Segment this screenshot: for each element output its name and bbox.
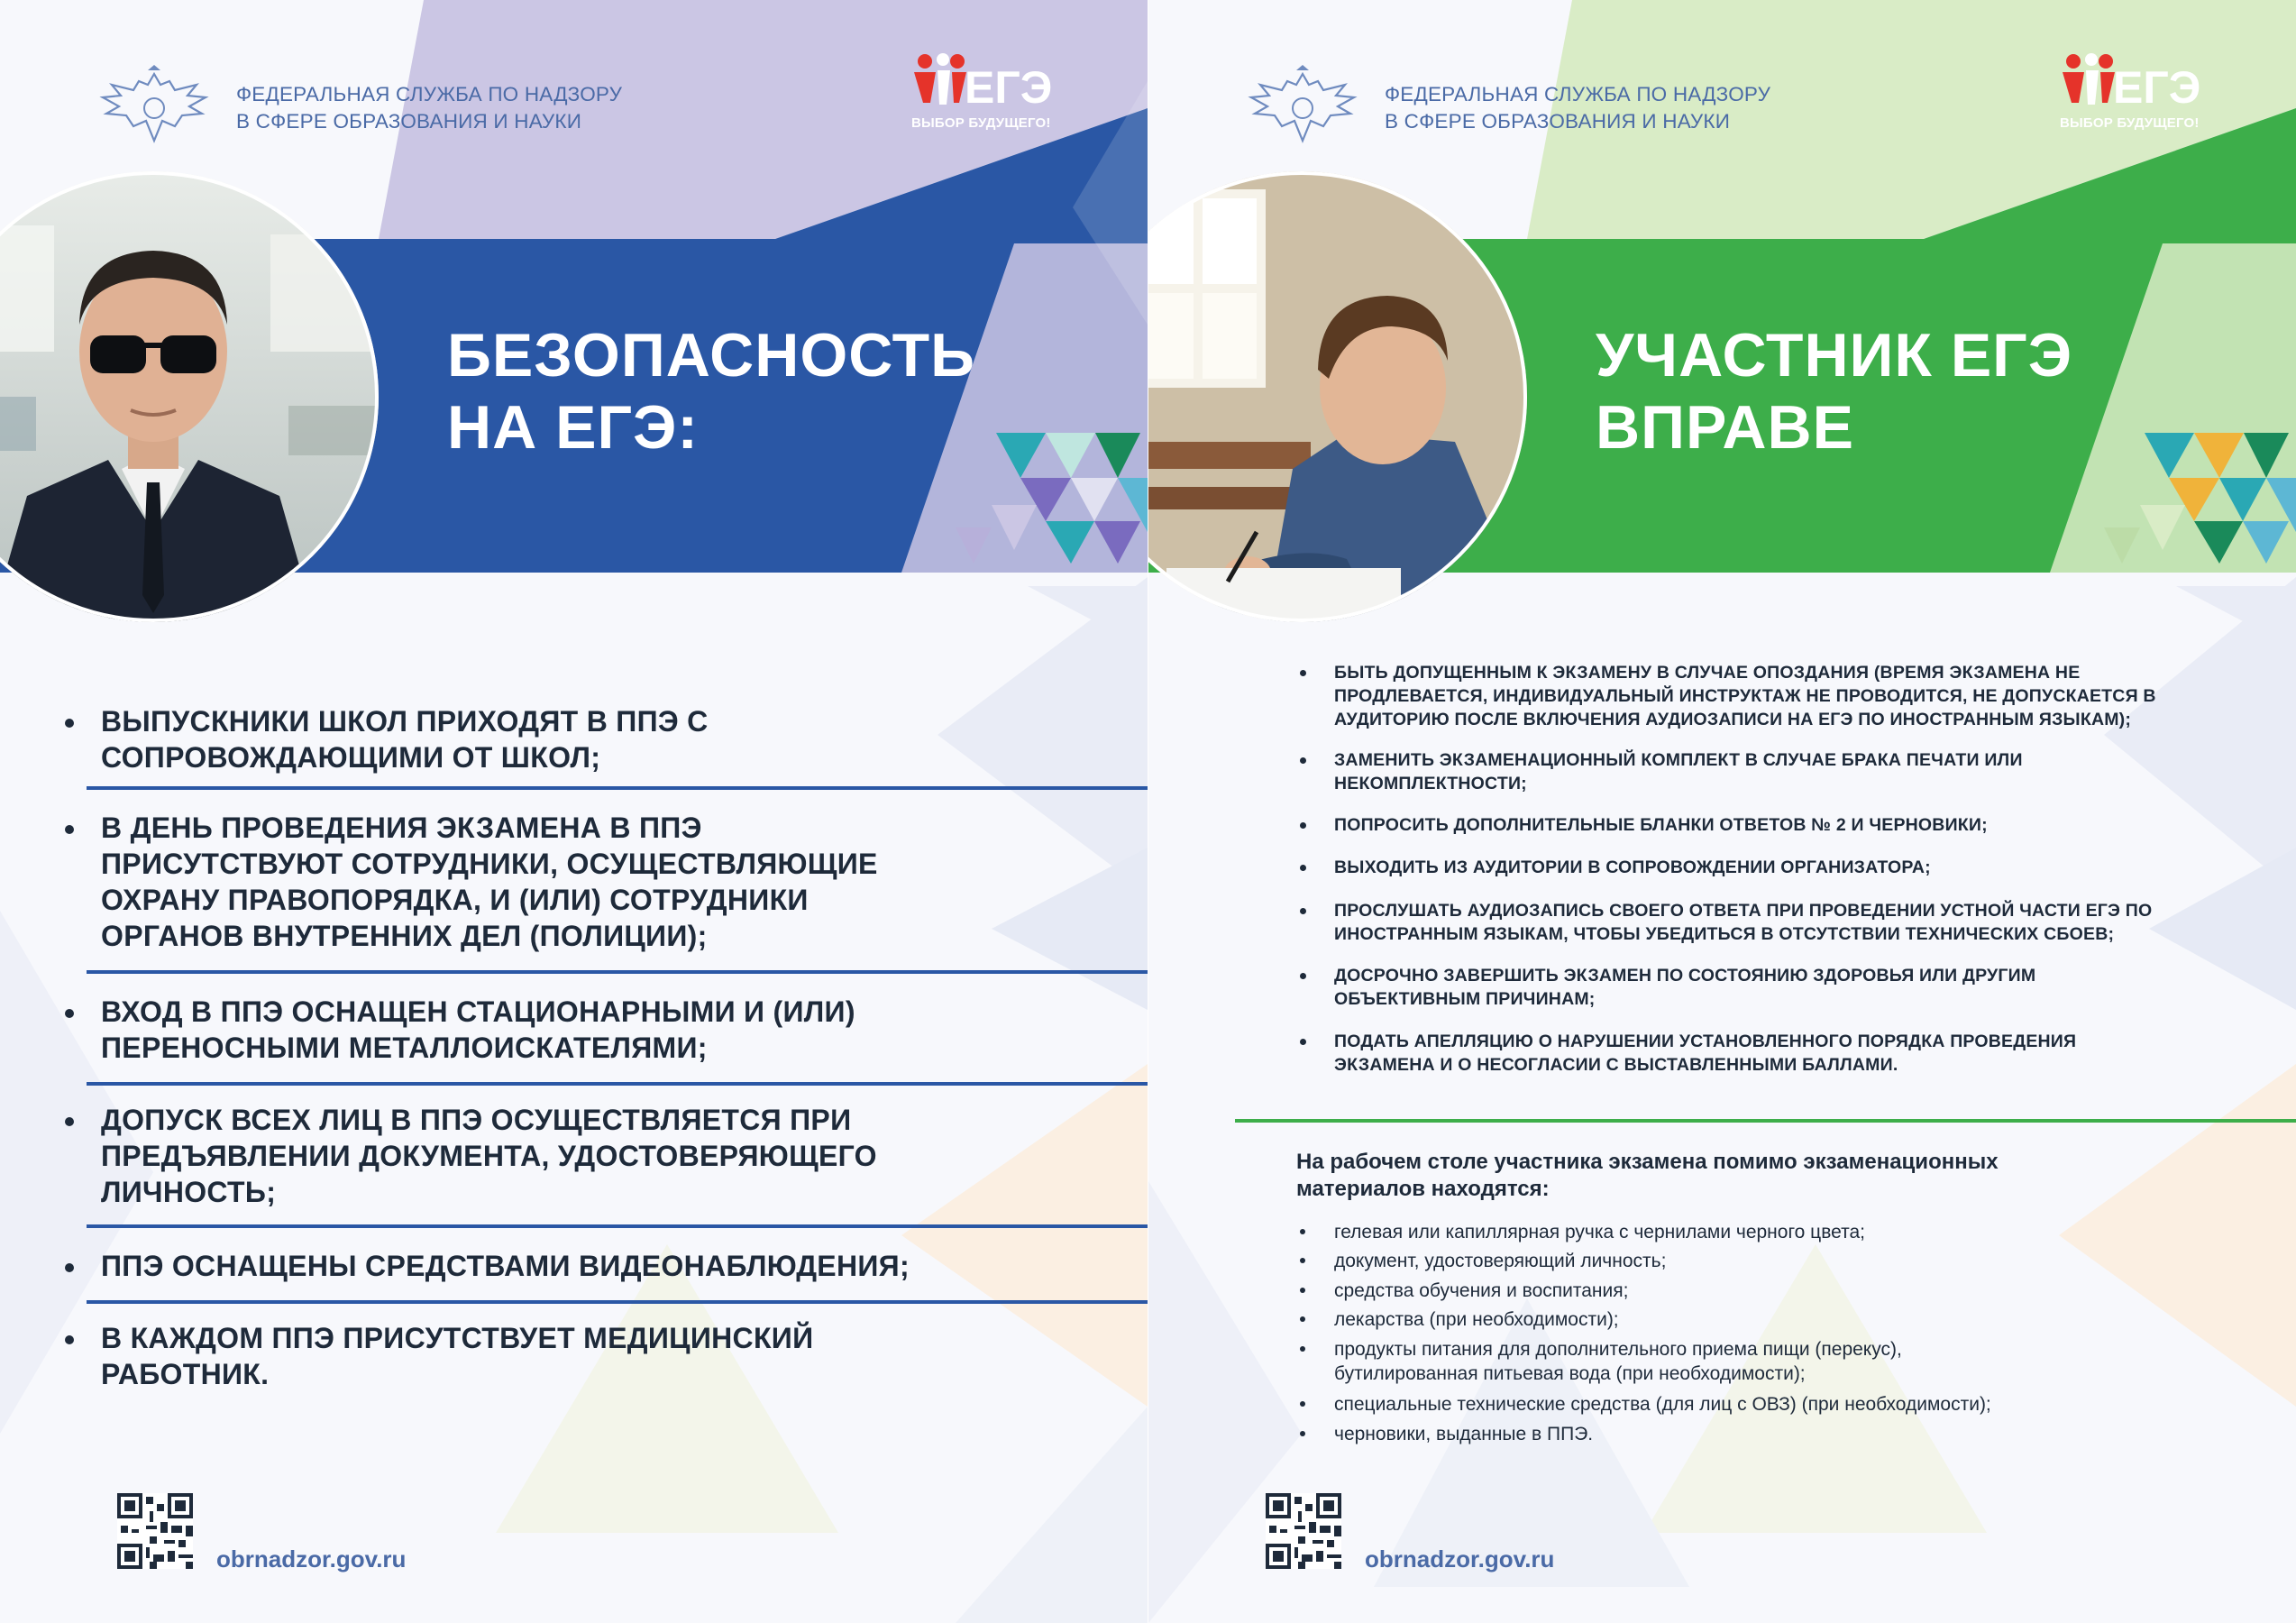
poster-participant-rights [1148, 0, 2296, 1623]
bullet-icon [1300, 1039, 1306, 1045]
bullet-icon [1300, 1229, 1305, 1234]
divider [87, 1300, 1148, 1304]
bullet-icon [65, 719, 74, 728]
list-item-line: В КАЖДОМ ППЭ ПРИСУТСТВУЕТ МЕДИЦИНСКИЙ [101, 1322, 814, 1354]
list-item-line: ВЫПУСКНИКИ ШКОЛ ПРИХОДЯТ В ППЭ С [101, 705, 709, 738]
bullet-icon [1300, 973, 1306, 979]
bullet-icon [1300, 670, 1306, 676]
list-item-line: продукты питания для дополнительного приема пищи (перекус), [1334, 1339, 1902, 1360]
section-title-line: На рабочем столе участника экзамена помимо экзаменационных [1296, 1150, 1999, 1174]
org-name [1385, 81, 1770, 135]
list-item-line: ДОПУСК ВСЕХ ЛИЦ В ППЭ ОСУЩЕСТВЛЯЕТСЯ ПРИ [101, 1104, 852, 1136]
list-item-line: В ДЕНЬ ПРОВЕДЕНИЯ ЭКЗАМЕНА В ППЭ [101, 812, 702, 844]
ege-logo-text: ЕГЭ [965, 62, 1053, 113]
list-item-line: БЫТЬ ДОПУЩЕННЫМ К ЭКЗАМЕНУ В СЛУЧАЕ ОПОЗДАНИЯ (ВРЕМЯ ЭКЗАМЕНА НЕ [1334, 663, 2081, 683]
list-item-line: ОХРАНУ ПРАВОПОРЯДКА, И (ИЛИ) СОТРУДНИКИ [101, 884, 809, 916]
list-item-line: ВЫХОДИТЬ ИЗ АУДИТОРИИ В СОПРОВОЖДЕНИИ ОРГАНИЗАТОРА; [1334, 857, 1931, 877]
bullet-icon [1300, 1431, 1305, 1436]
list-item-line: СОПРОВОЖДАЮЩИМИ ОТ ШКОЛ; [101, 741, 601, 774]
list-item-line: гелевая или капиллярная ручка с чернилами черного цвета; [1334, 1222, 1865, 1242]
list-item-line: ДОСРОЧНО ЗАВЕРШИТЬ ЭКЗАМЕН ПО СОСТОЯНИЮ ЗДОРОВЬЯ ИЛИ ДРУГИМ [1334, 966, 2036, 986]
divider [1235, 1119, 2296, 1123]
page-title-line-1: БЕЗОПАСНОСТЬ [447, 321, 976, 390]
page-title-line-2: НА ЕГЭ: [447, 393, 700, 462]
list-item-line: ПОПРОСИТЬ ДОПОЛНИТЕЛЬНЫЕ БЛАНКИ ОТВЕТОВ № 2 И ЧЕРНОВИКИ; [1334, 815, 1988, 835]
org-name [236, 81, 622, 135]
list-item-line: ВХОД В ППЭ ОСНАЩЕН СТАЦИОНАРНЫМИ И (ИЛИ) [101, 995, 855, 1028]
org-line-2: В СФЕРЕ ОБРАЗОВАНИЯ И НАУКИ [1385, 110, 1731, 133]
org-line-1: ФЕДЕРАЛЬНАЯ СЛУЖБА ПО НАДЗОРУ [1385, 83, 1771, 105]
list-item-line: ПРОДЛЕВАЕТСЯ, ИНДИВИДУАЛЬНЫЙ ИНСТРУКТАЖ НЕ ПРОВОДИТСЯ, НЕ ДОПУСКАЕТСЯ В [1334, 686, 2156, 706]
bullet-icon [65, 1117, 74, 1126]
list-item-line: черновики, выданные в ППЭ. [1334, 1424, 1594, 1444]
page-title-line-2: ВПРАВЕ [1596, 393, 1854, 462]
bullet-icon [1300, 1258, 1305, 1263]
bullet-icon [65, 1263, 74, 1272]
bullet-icon [1300, 1401, 1305, 1407]
website-link[interactable]: obrnadzor.gov.ru [1365, 1545, 1555, 1573]
student-writing-photo [1148, 171, 1527, 622]
bullet-icon [1300, 1288, 1305, 1293]
page-title-line-1: УЧАСТНИК ЕГЭ [1596, 321, 2073, 390]
security-officer-photo [0, 171, 379, 622]
list-item-line: ПРОСЛУШАТЬ АУДИОЗАПИСЬ СВОЕГО ОТВЕТА ПРИ ПРОВЕДЕНИИ УСТНОЙ ЧАСТИ ЕГЭ ПО [1334, 901, 2153, 921]
list-item-line: ИНОСТРАННЫМ ЯЗЫКАМ, ЧТОБЫ УБЕДИТЬСЯ В ОТСУТСТВИИ ТЕХНИЧЕСКИХ СБОЕВ; [1334, 924, 2115, 944]
list-item-line: средства обучения и воспитания; [1334, 1280, 1629, 1301]
list-item-line: РАБОТНИК. [101, 1358, 270, 1390]
bullet-icon [65, 1335, 74, 1344]
list-item-line: ПРЕДЪЯВЛЕНИИ ДОКУМЕНТА, УДОСТОВЕРЯЮЩЕГО [101, 1140, 877, 1172]
section-title [1296, 1149, 2198, 1203]
bullet-icon [1300, 1346, 1305, 1352]
list-item-line: ПРИСУТСТВУЮТ СОТРУДНИКИ, ОСУЩЕСТВЛЯЮЩИЕ [101, 848, 878, 880]
ege-slogan: ВЫБОР БУДУЩЕГО! [2060, 115, 2200, 131]
list-item-line: ПЕРЕНОСНЫМИ МЕТАЛЛОИСКАТЕЛЯМИ; [101, 1032, 708, 1064]
ege-slogan: ВЫБОР БУДУЩЕГО! [911, 115, 1051, 131]
qr-code-icon[interactable] [117, 1493, 193, 1569]
divider [87, 1224, 1148, 1228]
double-headed-eagle-icon [94, 61, 215, 151]
list-item-line: ОБЪЕКТИВНЫМ ПРИЧИНАМ; [1334, 989, 1596, 1009]
list-item-line: бутилированная питьевая вода (при необходимости); [1334, 1363, 1806, 1384]
org-line-1: ФЕДЕРАЛЬНАЯ СЛУЖБА ПО НАДЗОРУ [236, 83, 623, 105]
bullet-icon [1300, 757, 1306, 764]
qr-code-icon[interactable] [1266, 1493, 1341, 1569]
list-item-line: документ, удостоверяющий личность; [1334, 1251, 1667, 1271]
list-item-line: НЕКОМПЛЕКТНОСТИ; [1334, 774, 1527, 793]
list-item-line: ЛИЧНОСТЬ; [101, 1176, 277, 1208]
list-item-line: ОРГАНОВ ВНУТРЕННИХ ДЕЛ (ПОЛИЦИИ); [101, 920, 708, 952]
website-link[interactable]: obrnadzor.gov.ru [216, 1545, 407, 1573]
list-item-line: АУДИТОРИЮ ПОСЛЕ ВКЛЮЧЕНИЯ АУДИОЗАПИСИ НА ЕГЭ ПО ИНОСТРАННЫМ ЯЗЫКАМ); [1334, 710, 2132, 729]
list-item-line: специальные технические средства (для лиц с ОВЗ) (при необходимости); [1334, 1394, 1991, 1415]
page-title [1596, 319, 2072, 463]
bullet-icon [65, 1009, 74, 1018]
bullet-icon [1300, 908, 1306, 914]
list-item-line: ЭКЗАМЕНА И О НЕСОГЛАСИИ С ВЫСТАВЛЕННЫМИ БАЛЛАМИ. [1334, 1055, 1898, 1075]
list-item-line: ППЭ ОСНАЩЕНЫ СРЕДСТВАМИ ВИДЕОНАБЛЮДЕНИЯ; [101, 1250, 910, 1282]
list-item-line: лекарства (при необходимости); [1334, 1309, 1619, 1330]
bullet-icon [65, 825, 74, 834]
list-item-line: ЗАМЕНИТЬ ЭКЗАМЕНАЦИОННЫЙ КОМПЛЕКТ В СЛУЧАЕ БРАКА ПЕЧАТИ ИЛИ [1334, 750, 2023, 770]
ege-logo-text: ЕГЭ [2113, 62, 2201, 113]
divider [87, 786, 1148, 790]
divider [87, 1082, 1148, 1086]
org-line-2: В СФЕРЕ ОБРАЗОВАНИЯ И НАУКИ [236, 110, 582, 133]
bullet-icon [1300, 1316, 1305, 1322]
bullet-icon [1300, 865, 1306, 871]
divider [87, 970, 1148, 974]
bullet-icon [1300, 822, 1306, 829]
page-title [447, 319, 975, 463]
double-headed-eagle-icon [1242, 61, 1363, 151]
list-item-line: ПОДАТЬ АПЕЛЛЯЦИЮ О НАРУШЕНИИ УСТАНОВЛЕННОГО ПОРЯДКА ПРОВЕДЕНИЯ [1334, 1032, 2077, 1051]
section-title-line: материалов находятся: [1296, 1177, 1550, 1201]
